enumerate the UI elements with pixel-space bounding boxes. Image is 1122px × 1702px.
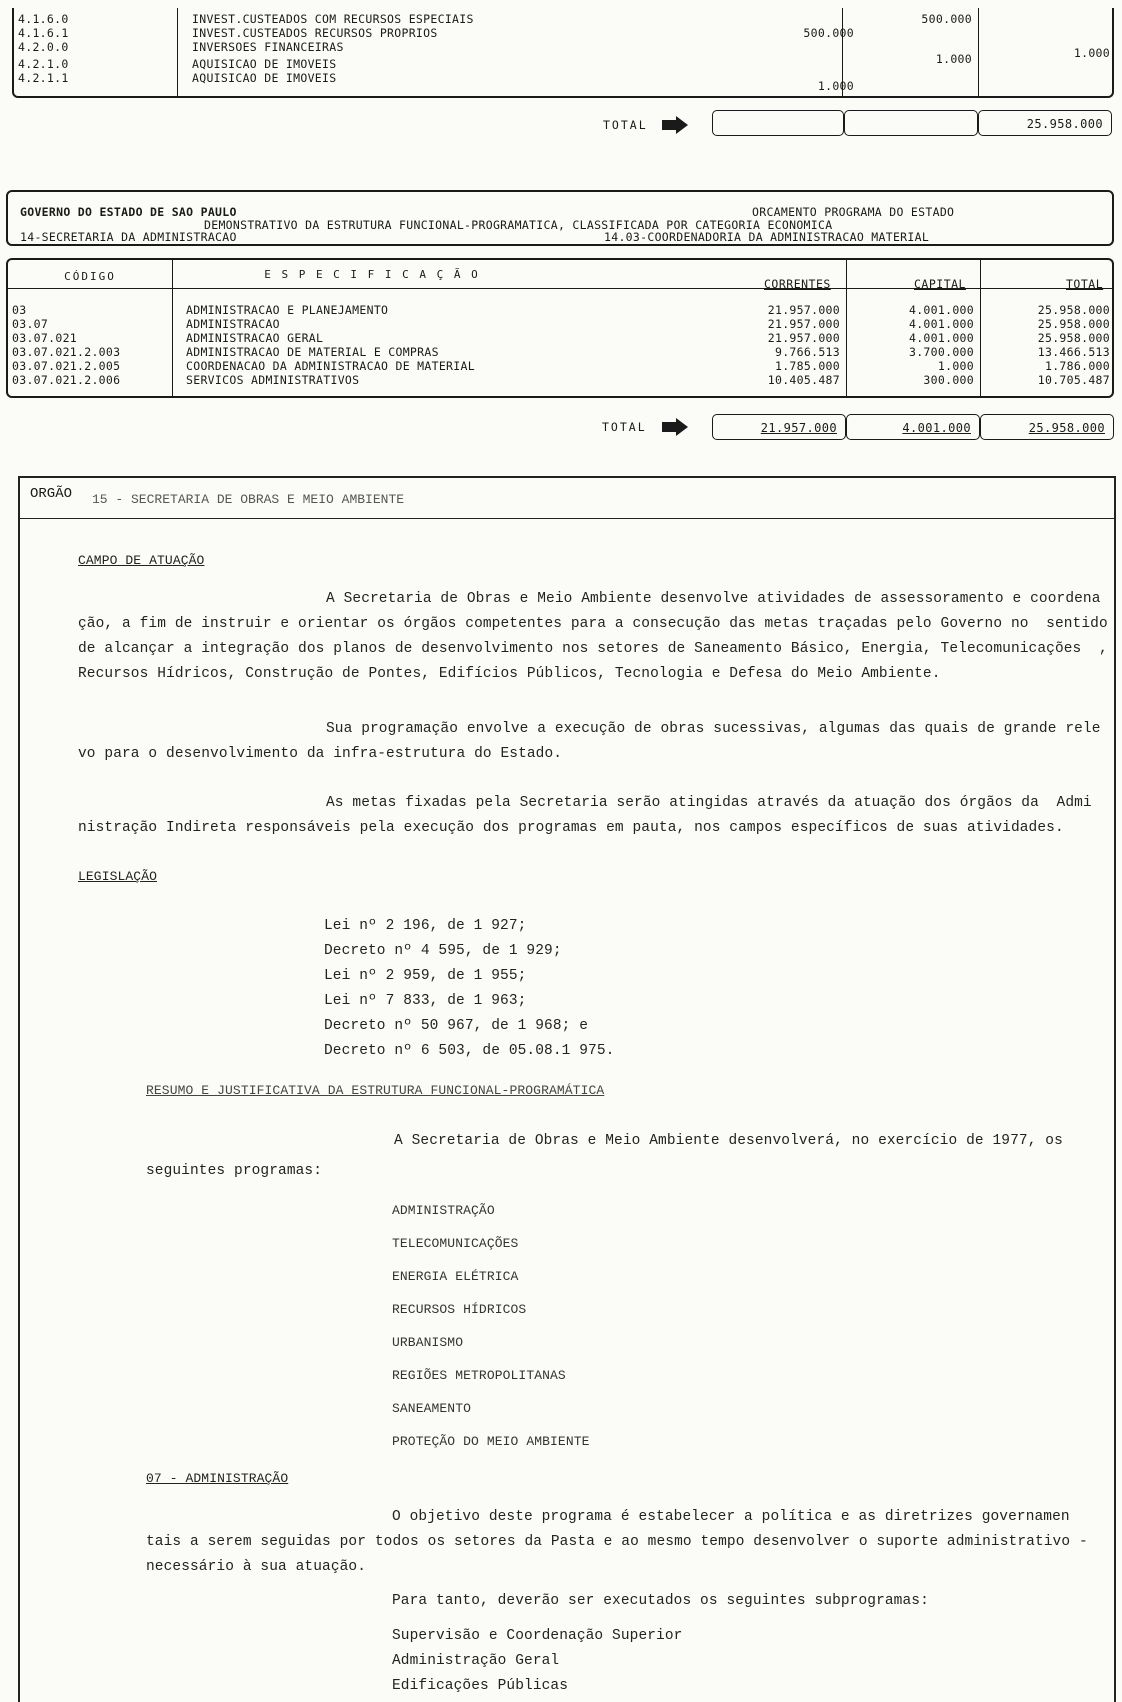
list-item: Lei nº 7 833, de 1 963;: [324, 993, 527, 1009]
table-row-code: 03.07.021.2.003: [12, 345, 121, 359]
table-cell: 21.957.000: [767, 317, 840, 331]
col-capital: CAPITAL: [914, 277, 966, 291]
table-cell: [714, 57, 854, 71]
resumo-paragraph: [146, 1130, 1063, 1182]
table-row-spec: INVEST.CUSTEADOS COM RECURSOS ESPECIAIS: [192, 12, 474, 26]
paragraph-line: As metas fixadas pela Secretaria serão atingidas através da atuação dos órgãos da Admi: [326, 795, 1092, 811]
orgao-title: 15 - SECRETARIA DE OBRAS E MEIO AMBIENTE: [92, 492, 405, 507]
paragraph-line: tais a serem seguidas por todos os setores da Pasta e ao mesmo tempo desenvolver o suporte administrativo -: [146, 1534, 1088, 1550]
table-cell: 10.705.487: [1037, 373, 1110, 387]
section2-total-total: 25.958.000: [980, 414, 1114, 440]
table-row-spec: INVERSOES FINANCEIRAS: [192, 40, 344, 54]
section2-total-capital: 4.001.000: [846, 414, 980, 440]
programas-list: [392, 1194, 590, 1458]
top-codes: [18, 12, 69, 85]
table-row-spec: ADMINISTRACAO DE MATERIAL E COMPRAS: [186, 345, 439, 359]
table-cell: 13.466.513: [1037, 345, 1110, 359]
list-item: Edificações Públicas: [392, 1678, 569, 1694]
table-cell: 9.766.513: [774, 345, 840, 359]
paragraph-line: A Secretaria de Obras e Meio Ambiente desenvolverá, no exercício de 1977, os: [394, 1133, 1063, 1149]
top-col3: [980, 46, 1110, 60]
list-item: RECURSOS HÍDRICOS: [392, 1302, 527, 1317]
col-codigo: CÓDIGO: [64, 270, 116, 283]
section2-total-label: TOTAL: [602, 420, 647, 434]
table-row-spec: INVEST.CUSTEADOS RECURSOS PROPRIOS: [192, 26, 438, 40]
table-cell: 500.000: [803, 26, 854, 40]
paragraph-line: vo para o desenvolvimento da infra-estrutura do Estado.: [78, 746, 563, 762]
list-item: Decreto nº 50 967, de 1 968; e: [324, 1018, 589, 1034]
section2-col-header: [6, 258, 1114, 290]
subprogramas-list: [392, 1624, 682, 1699]
col-espec: E S P E C I F I C A Ç Ã O: [264, 268, 480, 281]
table-cell: [714, 40, 854, 54]
table-cell: 25.958.000: [1037, 317, 1110, 331]
table-cell: 1.000: [1073, 46, 1110, 60]
paragraph-line: ção, a fim de instruir e orientar os órgãos competentes para a consecução das metas traçadas pelo Governo no sentido: [78, 616, 1108, 632]
table-row-code: 03.07.021.2.006: [12, 373, 121, 387]
paragraph-line: A Secretaria de Obras e Meio Ambiente desenvolve atividades de assessoramento e coordena: [326, 591, 1101, 607]
table-row-code: 4.2.1.1: [18, 71, 69, 85]
subprogramas-intro: Para tanto, deverão ser executados os seguintes subprogramas:: [392, 1593, 929, 1609]
list-item: URBANISMO: [392, 1335, 464, 1350]
campo-paragraph-3: [78, 792, 1092, 839]
administracao-paragraph: [146, 1506, 1088, 1578]
paragraph-line: O objetivo deste programa é estabelecer a política e as diretrizes governamen: [392, 1509, 1070, 1525]
resumo-heading: RESUMO E JUSTIFICATIVA DA ESTRUTURA FUNCIONAL-PROGRAMÁTICA: [146, 1083, 605, 1098]
table-row-code: 4.2.1.0: [18, 57, 69, 71]
legislacao-heading: LEGISLAÇÃO: [78, 869, 158, 884]
table-cell: 4.001.000: [908, 303, 974, 317]
col-total: TOTAL: [1066, 277, 1104, 291]
demo-title: DEMONSTRATIVO DA ESTRUTURA FUNCIONAL-PROGRAMATICA, CLASSIFICADA POR CATEGORIA ECONOMICA: [204, 218, 833, 232]
table-row-code: 4.1.6.0: [18, 12, 69, 26]
table-row-spec: AQUISICAO DE IMOVEIS: [192, 57, 337, 71]
top-total-box-1: [712, 110, 844, 136]
table-cell: [844, 26, 972, 40]
table-cell: 25.958.000: [1037, 331, 1110, 345]
list-item: ENERGIA ELÉTRICA: [392, 1269, 519, 1284]
col-correntes: CORRENTES: [764, 277, 831, 291]
table-row-spec: AQUISICAO DE IMOVEIS: [192, 71, 337, 85]
section2-total-correntes: 21.957.000: [712, 414, 846, 440]
table-cell: 3.700.000: [908, 345, 974, 359]
top-col2: [844, 12, 972, 66]
table-row-code: 03.07: [12, 317, 49, 331]
legislacao-list: [324, 914, 614, 1064]
campo-paragraph-1: [78, 588, 1108, 685]
table-row-spec: ADMINISTRACAO: [186, 317, 280, 331]
paragraph-line: Recursos Hídricos, Construção de Pontes, Edifícios Públicos, Tecnologia e Defesa do Meio Ambiente.: [78, 666, 941, 682]
orgao-label: ORGÃO: [30, 486, 73, 502]
table-cell: 21.957.000: [767, 331, 840, 345]
coord-title: 14.03-COORDENADORIA DA ADMINISTRACAO MATERIAL: [604, 230, 930, 244]
top-table: [12, 8, 1114, 98]
table-cell: 1.000: [937, 359, 974, 373]
table-row-spec: SERVICOS ADMINISTRATIVOS: [186, 373, 360, 387]
section2-table-body: [6, 288, 1114, 398]
campo-paragraph-2: [78, 718, 1101, 765]
table-cell: 1.000: [935, 52, 972, 66]
paragraph-line: de alcançar a integração dos planos de desenvolvimento nos setores de Saneamento Básico, Energia, Telecomunicações ,: [78, 641, 1108, 657]
section2-header: [6, 190, 1114, 246]
paragraph-line: nistração Indireta responsáveis pela execução dos programas em pauta, nos campos específicos de suas atividades.: [78, 820, 1064, 836]
table-cell: 21.957.000: [767, 303, 840, 317]
top-col1: [714, 12, 854, 93]
list-item: Supervisão e Coordenação Superior: [392, 1628, 683, 1644]
top-total-box-2: [844, 110, 978, 136]
paragraph-line: Sua programação envolve a execução de obras sucessivas, algumas das quais de grande rele: [326, 721, 1101, 737]
table-cell: 4.001.000: [908, 331, 974, 345]
list-item: Decreto nº 6 503, de 05.08.1 975.: [324, 1043, 615, 1059]
top-specs: [192, 12, 474, 85]
paragraph-line: seguintes programas:: [146, 1163, 323, 1179]
table-row-code: 4.1.6.1: [18, 26, 69, 40]
administracao-heading: 07 - ADMINISTRAÇÃO: [146, 1471, 289, 1486]
table-row-code: 4.2.0.0: [18, 40, 69, 54]
list-item: ADMINISTRAÇÃO: [392, 1203, 495, 1218]
campo-heading: CAMPO DE ATUAÇÃO: [78, 553, 205, 568]
table-row-code: 03.07.021: [12, 331, 78, 345]
list-item: Decreto nº 4 595, de 1 929;: [324, 943, 562, 959]
table-row-code: 03: [12, 303, 27, 317]
table-cell: 10.405.487: [767, 373, 840, 387]
list-item: SANEAMENTO: [392, 1401, 472, 1416]
table-cell: [714, 12, 854, 26]
list-item: Administração Geral: [392, 1653, 560, 1669]
arrow-right-icon: [662, 116, 688, 134]
list-item: Lei nº 2 196, de 1 927;: [324, 918, 527, 934]
list-item: Lei nº 2 959, de 1 955;: [324, 968, 527, 984]
table-cell: 1.000: [817, 79, 854, 93]
table-cell: 4.001.000: [908, 317, 974, 331]
arrow-right-icon: [662, 418, 688, 436]
list-item: TELECOMUNICAÇÕES: [392, 1236, 519, 1251]
top-total-label: TOTAL: [603, 118, 648, 132]
table-cell: 300.000: [923, 373, 974, 387]
table-row-spec: ADMINISTRACAO E PLANEJAMENTO: [186, 303, 389, 317]
list-item: REGIÕES METROPOLITANAS: [392, 1368, 566, 1383]
budget-title: ORCAMENTO PROGRAMA DO ESTADO: [752, 205, 955, 219]
gov-title: GOVERNO DO ESTADO DE SAO PAULO: [20, 205, 237, 219]
table-row-code: 03.07.021.2.005: [12, 359, 121, 373]
table-cell: 1.786.000: [1044, 359, 1110, 373]
paragraph-line: necessário à sua atuação.: [146, 1559, 367, 1575]
orgao-header-rule: [18, 518, 1116, 519]
table-row-spec: COORDENACAO DA ADMINISTRACAO DE MATERIAL: [186, 359, 475, 373]
top-total-box-3: 25.958.000: [978, 110, 1112, 136]
secretaria-title: 14-SECRETARIA DA ADMINISTRACAO: [20, 230, 237, 244]
list-item: PROTEÇÃO DO MEIO AMBIENTE: [392, 1434, 590, 1449]
table-cell: 25.958.000: [1037, 303, 1110, 317]
table-row-spec: ADMINISTRACAO GERAL: [186, 331, 324, 345]
table-cell: 500.000: [921, 12, 972, 26]
table-cell: 1.785.000: [774, 359, 840, 373]
